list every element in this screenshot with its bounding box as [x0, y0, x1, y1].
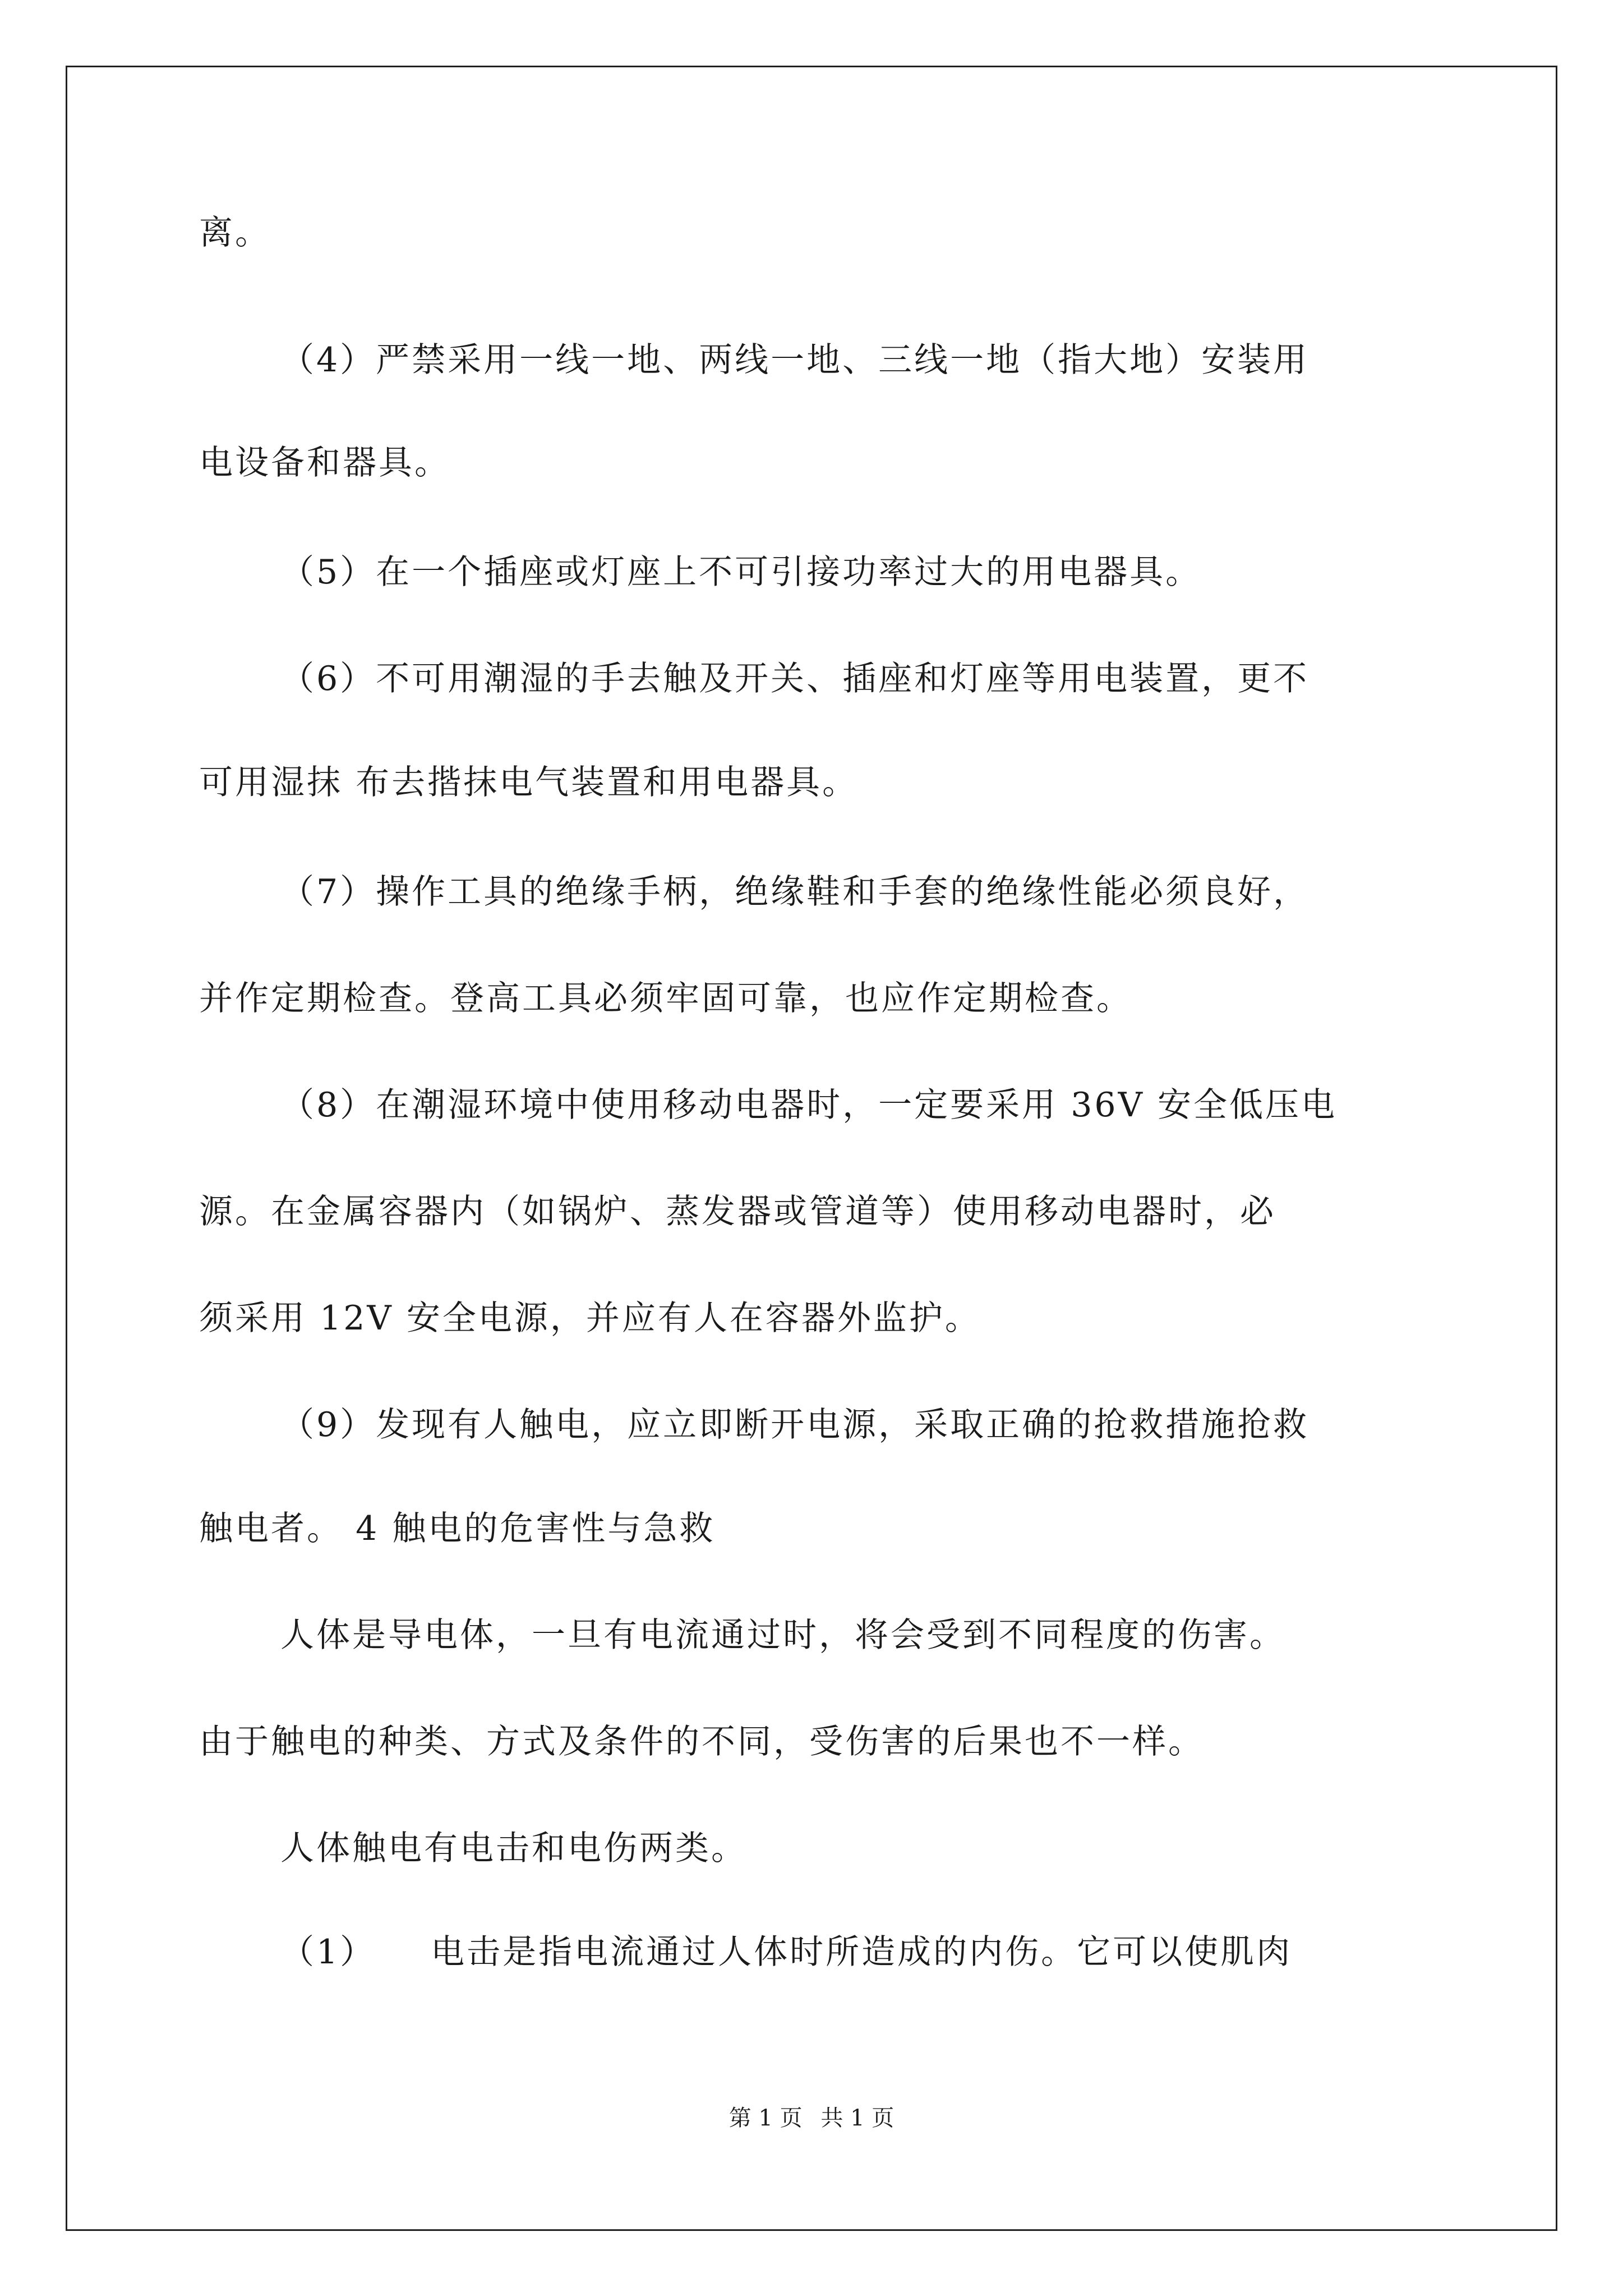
text-line: （8）在潮湿环境中使用移动电器时，一定要采用 36V 安全低压电: [280, 1085, 1337, 1125]
text-line: （6）不可用潮湿的手去触及开关、插座和灯座等用电装置，更不: [280, 659, 1310, 698]
text-line: （4）严禁采用一线一地、两线一地、三线一地（指大地）安装用: [280, 341, 1310, 380]
text-line: （9）发现有人触电，应立即断开电源，采取正确的抢救措施抢救: [280, 1405, 1310, 1444]
page-number: 第 1 页: [728, 2105, 803, 2131]
text-line: （5）在一个插座或灯座上不可引接功率过大的用电器具。: [280, 553, 1202, 592]
text-line: （7）操作工具的绝缘手柄，绝缘鞋和手套的绝缘性能必须良好，: [280, 872, 1310, 912]
text-line: 触电者。 4 触电的危害性与急救: [199, 1509, 716, 1548]
text-line: 由于触电的种类、方式及条件的不同，受伤害的后果也不一样。: [199, 1722, 1204, 1761]
text-line: 并作定期检查。登高工具必须牢固可靠，也应作定期检查。: [199, 979, 1132, 1018]
text-line: 源。在金属容器内（如锅炉、蒸发器或管道等）使用移动电器时，必: [199, 1192, 1276, 1231]
page-border: [66, 66, 1557, 2231]
text-line: 人体是导电体，一旦有电流通过时，将会受到不同程度的伤害。: [280, 1616, 1285, 1655]
text-line: 须采用 12V 安全电源，并应有人在容器外监护。: [199, 1299, 981, 1338]
text-line: 电设备和器具。: [199, 443, 450, 482]
page-total: 共 1 页: [820, 2105, 895, 2131]
page-footer: [0, 2101, 1623, 2135]
text-line: （1） 电击是指电流通过人体时所造成的内伤。它可以使肌肉: [280, 1932, 1293, 1972]
text-line: 人体触电有电击和电伤两类。: [280, 1829, 747, 1868]
text-line: 离。: [199, 213, 271, 252]
text-line: 可用湿抹 布去揩抹电气装置和用电器具。: [199, 763, 859, 802]
